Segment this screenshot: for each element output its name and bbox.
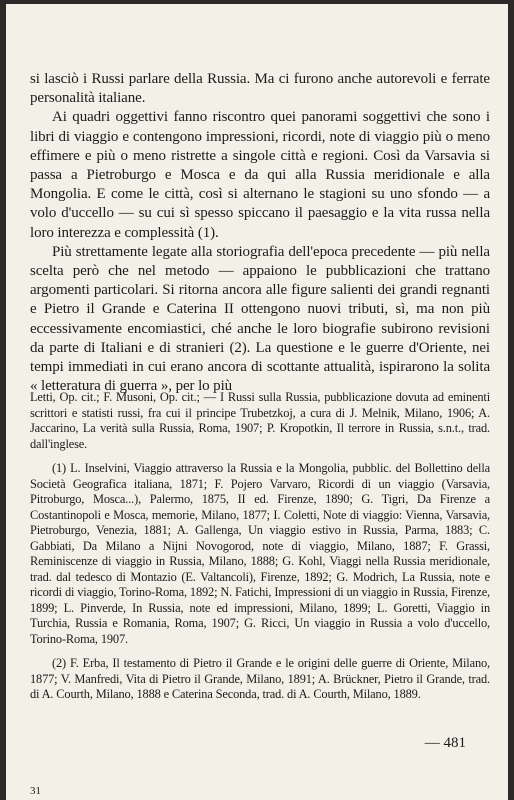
paragraph: Più strettamente legate alla storiografia dell'epoca precedente — più nella scelta però che nel metodo — appaiono le pubblicazioni che trattano argomenti particolari. Si ritorna ancora alle figure salienti dei grandi regnanti e Pietro il Grande e Caterina II ottengono nuovi tributi, sì, ma non più eccessivamente encomiastici, ché anche le loro biografie subirono revisioni da parte di Italiani e di stranieri (2). La questione e le guerre d'Oriente, nei tempi immediati in cui erano ancora di scottante attualità, ispirarono la solita « letteratura di guerra », per lo più: [30, 243, 490, 395]
page-number: — 481: [424, 735, 466, 751]
signature-mark: 31: [30, 785, 41, 797]
footnote: Letti, Op. cit.; F. Musoni, Op. cit.; — I Russi sulla Russia, pubblicazione dovuta ad eminenti scrittori e statisti russi, fra cui il principe Trubetzkoj, a cura di J. Melnik, Milano, 1906; A. Jaccarino, La verità sulla Russia, Roma, 1907; P. Kropotkin, Il terrore in Russia, s.n.t., trad. dall'inglese.: [30, 390, 490, 451]
footnotes: [30, 390, 490, 712]
paragraph: si lasciò i Russi parlare della Russia. Ma ci furono anche autorevoli e ferrate personalità italiane.: [30, 71, 490, 107]
footnote: (1) L. Inselvini, Viaggio attraverso la Russia e la Mongolia, pubblic. del Bollettino della Società Geografica italiana, 1871; F. Pojero Varvaro, Ricordi di un viaggio (Varsavia, Pitroburgo, Mosca...), Palermo, 1875, II ed. Firenze, 1890; G. Tigri, Da Firenze a Costantinopoli e Mosca, memorie, Milano, 1877; I. Coletti, Note di viaggio: Vienna, Varsavia, Pietroburgo, Venezia, 1881; A. Gallenga, Un viaggio estivo in Russia, Parma, 1883; C. Gabbiati, Da Milano a Nijni Novogorod, note di viaggio, Milano, 1887; F. Grassi, Reminiscenze di viaggio in Russia, Milano, 1888; G. Kohl, Viaggi nella Russia meridionale, trad. dal tedesco di Montazio (E. Valtancoli), Firenze, 1892; G. Modrich, La Russia, note e ricordi di viaggio, Torino-Roma, 1892; N. Fatichi, Impressioni di un viaggio in Russia, Firenze, 1899; L. Pinverde, In Russia, note ed impressioni, Milano, 1899; L. Goretti, Viaggio in Turchia, Russia e Romania, Roma, 1907; G. Ricci, Un viaggio in Russia a volo d'uccello, Torino-Roma, 1907.: [30, 461, 490, 646]
main-text: [30, 70, 490, 396]
book-page: [6, 4, 508, 800]
paragraph: Ai quadri oggettivi fanno riscontro quei panorami soggettivi che sono i libri di viaggio e contengono impressioni, ricordi, note di viaggio più o meno effimere e più o meno ristrette a singole città e regioni. Così da Varsavia si passa a Pietroburgo e Mosca e da qui alla Russia meridionale e alla Mongolia. E come le città, così si alternano le stagioni su uno sfondo — a volo d'uccello — su cui sì spesso spiccano il paesaggio e la vita russa nella loro interezza e complessità (1).: [30, 109, 490, 241]
footnote: (2) F. Erba, Il testamento di Pietro il Grande e le origini delle guerre di Oriente, Milano, 1877; V. Manfredi, Vita di Pietro il Grande, Milano, 1891; A. Brückner, Pietro il Grande, trad. di A. Courth, Milano, 1888 e Caterina Seconda, trad. di A. Courth, Milano, 1889.: [30, 656, 490, 701]
